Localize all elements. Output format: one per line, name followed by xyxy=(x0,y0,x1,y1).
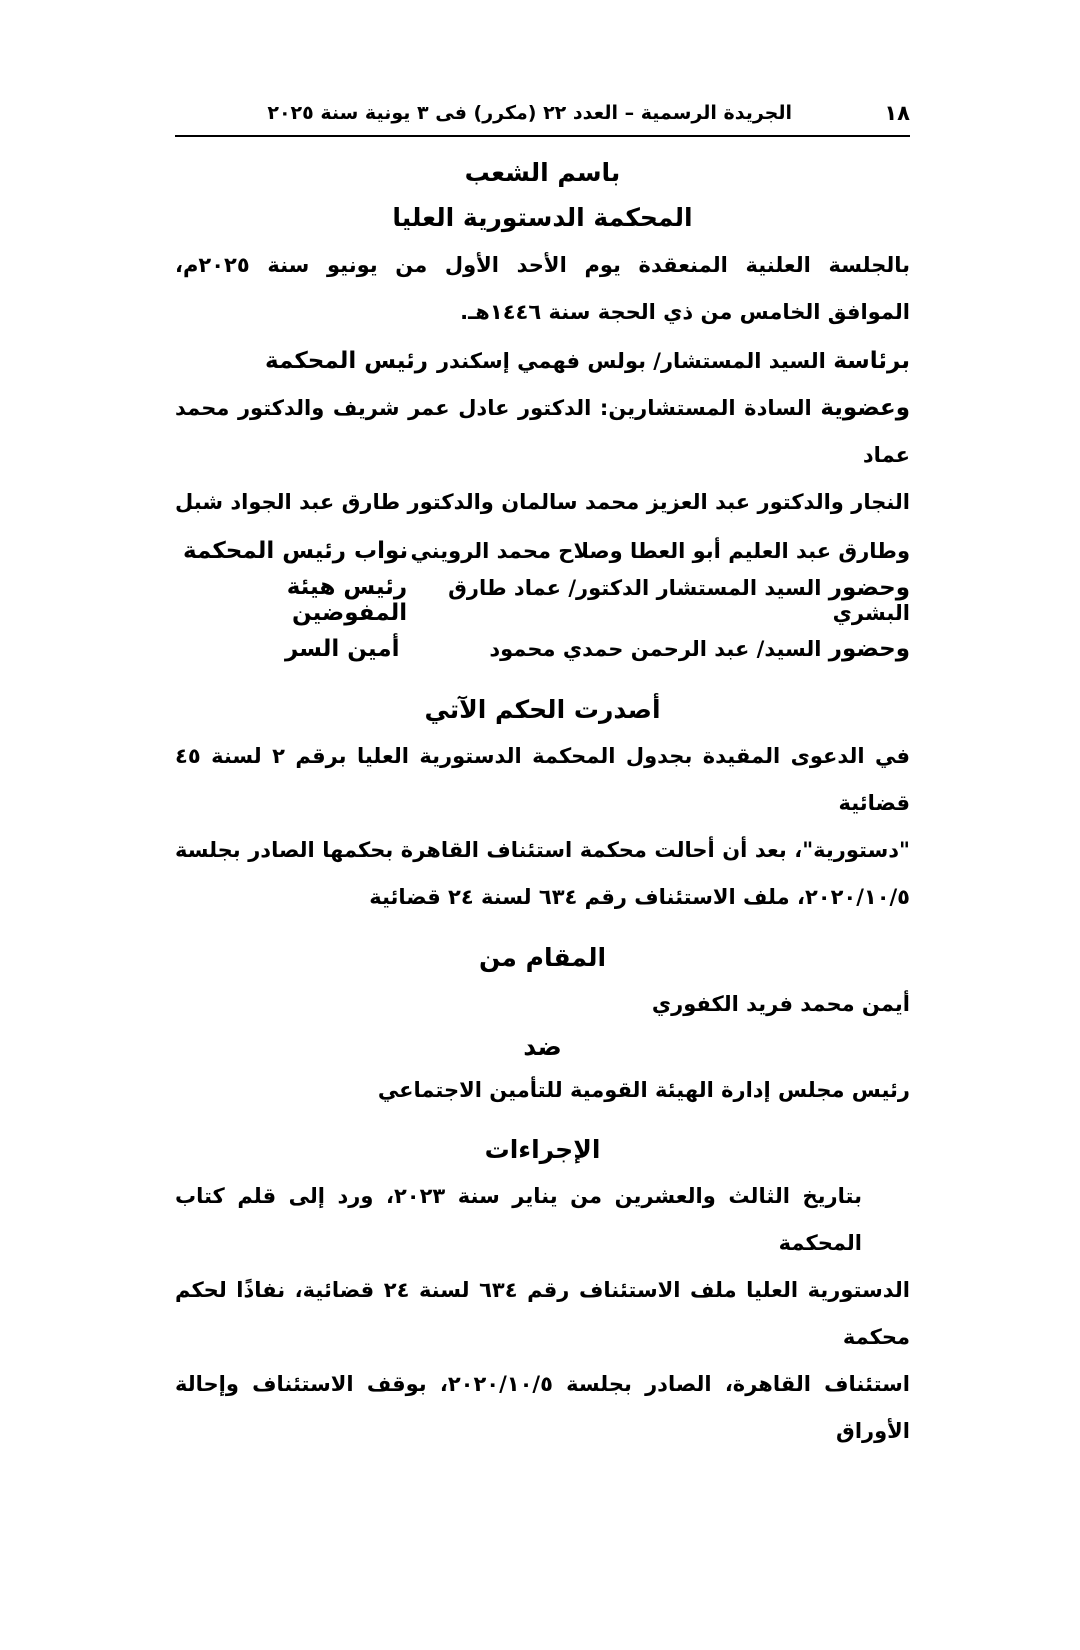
case-line-2: "دستورية"، بعد أن أحالت محكمة استئناف القاهرة بحكمها الصادر بجلسة xyxy=(175,838,910,862)
heading-filed-by: المقام من xyxy=(478,943,607,972)
heading-court: المحكمة الدستورية العليا xyxy=(392,203,693,232)
commissioner-line xyxy=(175,575,910,624)
procedures-line-1: بتاريخ الثالث والعشرين من يناير سنة ٢٠٢٣، ورد إلى قلم كتاب المحكمة xyxy=(175,1184,862,1255)
presidency-keyword: برئاسة xyxy=(833,347,910,374)
secretary-name: السيد/ عبد الرحمن حمدي محمود xyxy=(489,636,822,661)
heading-procedures: الإجراءات xyxy=(484,1135,601,1164)
membership-line-2: النجار والدكتور عبد العزيز محمد سالمان والدكتور طارق عبد الجواد شبل xyxy=(175,490,910,514)
plaintiff-name: أيمن محمد فريد الكفوري xyxy=(651,992,910,1016)
membership-keyword: وعضوية xyxy=(820,395,910,421)
defendant-name: رئيس مجلس إدارة الهيئة القومية للتأمين الاجتماعي xyxy=(377,1078,910,1102)
secretary-keyword: وحضور xyxy=(828,635,910,662)
case-line-1: في الدعوى المقيدة بجدول المحكمة الدستورية العليا برقم ٢ لسنة ٤٥ قضائية xyxy=(175,744,910,815)
membership-line-1 xyxy=(175,385,910,479)
procedures-line-2: الدستورية العليا ملف الاستئناف رقم ٦٣٤ لسنة ٢٤ قضائية، نفاذًا لحكم محكمة xyxy=(175,1278,910,1349)
session-line-1: بالجلسة العلنية المنعقدة يوم الأحد الأول من يونيو سنة ٢٠٢٥م، xyxy=(175,253,910,277)
heading-against: ضد xyxy=(523,1032,562,1061)
secretary-title: أمين السر xyxy=(285,635,400,662)
membership-title: نواب رئيس المحكمة xyxy=(183,537,409,564)
case-line-3: ٢٠٢٠/١٠/٥، ملف الاستئناف رقم ٦٣٤ لسنة ٢٤ قضائية xyxy=(369,885,910,909)
presidency-title: رئيس المحكمة xyxy=(265,347,429,374)
commissioner-title: رئيس هيئة المفوضين xyxy=(286,573,408,626)
heading-in-name-of-people: باسم الشعب xyxy=(464,158,621,187)
commissioner-keyword: وحضور xyxy=(828,574,910,601)
heading-issued: أصدرت الحكم الآتي xyxy=(424,695,661,724)
presidency-line xyxy=(175,336,910,385)
membership-line-3 xyxy=(175,526,910,575)
procedures-line-3: استئناف القاهرة، الصادر بجلسة ٢٠٢٠/١٠/٥، بوقف الاستئناف وإحالة الأوراق xyxy=(175,1372,910,1443)
session-line-2: الموافق الخامس من ذي الحجة سنة ١٤٤٦هـ. xyxy=(460,300,910,324)
presidency-name: السيد المستشار/ بولس فهمي إسكندر xyxy=(436,348,826,373)
page-header xyxy=(175,90,910,137)
judgment-body xyxy=(175,152,910,1455)
membership-text-1: السادة المستشارين: الدكتور عادل عمر شريف والدكتور محمد عماد xyxy=(175,396,910,467)
membership-text-3: وطارق عبد العليم أبو العطا وصلاح محمد الرويني xyxy=(410,538,910,563)
commissioner-name: السيد المستشار الدكتور/ عماد طارق البشري xyxy=(448,575,910,625)
secretary-line xyxy=(175,624,910,673)
gazette-title: الجريدة الرسمية – العدد ٢٢ (مكرر) فى ٣ يونية سنة ٢٠٢٥ xyxy=(267,101,792,124)
page-number: ١٨ xyxy=(884,100,910,125)
